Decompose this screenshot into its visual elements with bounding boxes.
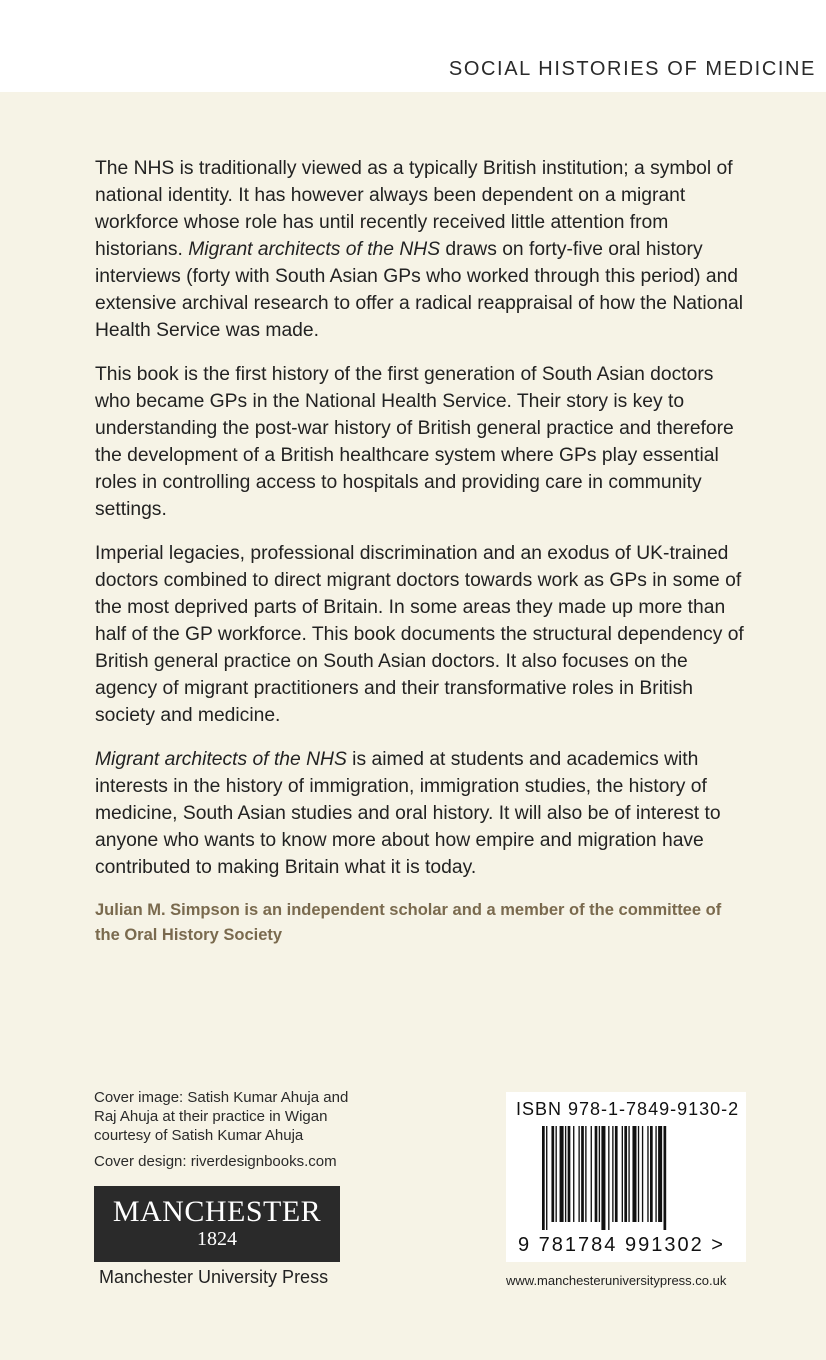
isbn-label: ISBN 978-1-7849-9130-2 [516, 1099, 740, 1119]
isbn-barcode [506, 1092, 746, 1262]
author-bio: Julian M. Simpson is an independent scholar and a member of the committee of the Oral History Society [95, 901, 722, 944]
logo-year: 1824 [197, 1228, 237, 1250]
credit-line: Cover image: Satish Kumar Ahuja and [94, 1089, 349, 1106]
credit-line: Raj Ahuja at their practice in Wigan [94, 1108, 328, 1125]
header-band [0, 0, 826, 92]
blurb-paragraph-4 [95, 746, 745, 881]
credit-line: courtesy of Satish Kumar Ahuja [94, 1127, 304, 1144]
blurb-p4-text: is aimed at students and academics with interests in the history of immigration, immigration studies, the history of medicine, South Asian studies and oral history. It will also be of interest to anyone who wants to know more about how empire and migration have contributed to making Britain what it is today. [95, 749, 721, 878]
book-title-italic: Migrant architects of the NHS [188, 239, 441, 260]
blurb-paragraph-3: Imperial legacies, professional discrimination and an exodus of UK-trained doctors combined to direct migrant doctors towards work as GPs in some of the most deprived parts of Britain. In some areas they made up more than half of the GP workforce. This book documents the structural dependency of British general practice on South Asian doctors. It also focuses on the agency of migrant practitioners and their transformative roles in British society and medicine. [95, 543, 744, 726]
design-credit: Cover design: riverdesignbooks.com [94, 1153, 337, 1170]
logo-name: MANCHESTER [112, 1195, 322, 1228]
blurb-p1-text-a: The NHS is traditionally viewed as a typically British institution; a symbol of national identity. It has however always been dependent on a migrant workforce whose role has until recently received little attention from historians. [95, 158, 733, 260]
blurb-paragraph-1 [95, 155, 745, 344]
publisher-name: Manchester University Press [99, 1267, 329, 1287]
blurb [95, 155, 745, 965]
blurb-p1-text-b: draws on forty-five oral history interviews (forty with South Asian GPs who worked through this period) and extensive archival research to offer a radical reappraisal of how the National Health Service was made. [95, 239, 744, 341]
series-title: SOCIAL HISTORIES OF MEDICINE [448, 58, 816, 80]
cover-credits [94, 1088, 384, 1171]
blurb-paragraph-2: This book is the first history of the first generation of South Asian doctors who became GPs in the National Health Service. Their story is key to understanding the post-war history of British general practice and therefore the development of a British healthcare system where GPs play essential roles in controlling access to hospitals and providing care in community settings. [95, 364, 734, 520]
book-title-italic: Migrant architects of the NHS [95, 749, 347, 770]
barcode-digits: 9 781784 991302 > [518, 1234, 725, 1256]
publisher-logo [94, 1186, 340, 1262]
publisher-url: www.manchesteruniversitypress.co.uk [506, 1273, 727, 1288]
barcode-icon [542, 1126, 702, 1230]
